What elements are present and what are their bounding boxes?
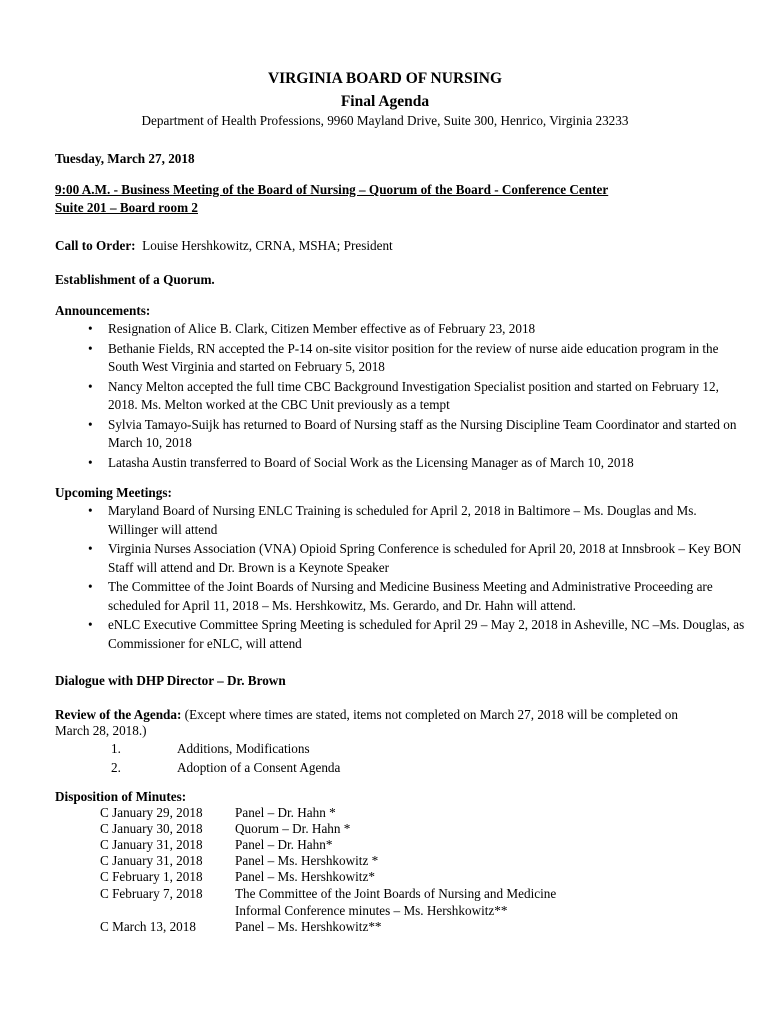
call-to-order	[55, 237, 393, 256]
address-line: Department of Health Professions, 9960 Mayland Drive, Suite 300, Henrico, Virginia 23233	[141, 113, 629, 128]
agenda-title: Final Agenda	[340, 93, 430, 110]
list-item: • Virginia Nurses Association (VNA) Opioid Spring Conference is scheduled for April 20, 2018 at Innsbrook – Key BON Staff will attend and Dr. Brown is a Keynote Speaker	[55, 540, 745, 577]
minutes-date: C January 30, 2018	[100, 821, 203, 836]
quorum-heading: Establishment of a Quorum.	[55, 272, 215, 287]
announcements-list	[55, 320, 745, 473]
minutes-desc: Panel – Ms. Hershkowitz*	[235, 869, 375, 884]
call-to-order-label: Call to Order:	[55, 238, 136, 253]
list-item: • Latasha Austin transferred to Board of Social Work as the Licensing Manager as of March 10, 2018	[55, 454, 745, 473]
list-item: • Sylvia Tamayo-Suijk has returned to Board of Nursing staff as the Nursing Discipline Team Coordinator and started on March 10, 2018	[55, 416, 745, 453]
list-item: • eNLC Executive Committee Spring Meeting is scheduled for April 29 – May 2, 2018 in Asheville, NC –Ms. Douglas, as Commissioner for eNLC, will attend	[55, 616, 745, 653]
dialogue-heading: Dialogue with DHP Director – Dr. Brown	[55, 673, 286, 688]
review-agenda-text: (Except where times are stated, items not completed on March 27, 2018 will be completed on	[184, 707, 678, 722]
minutes-desc: Quorum – Dr. Hahn *	[235, 821, 351, 836]
announcements-heading: Announcements:	[55, 303, 151, 318]
minutes-desc: Panel – Dr. Hahn *	[235, 805, 336, 820]
list-item: • Maryland Board of Nursing ENLC Training is scheduled for April 2, 2018 in Baltimore – Ms. Douglas and Ms. Willinger will attend	[55, 502, 745, 539]
minutes-date: C January 29, 2018	[100, 805, 203, 820]
minutes-desc: Panel – Ms. Hershkowitz *	[235, 853, 379, 868]
minutes-desc: Panel – Dr. Hahn*	[235, 837, 333, 852]
review-agenda-text-cont: March 28, 2018.)	[55, 723, 147, 738]
minutes-date: C March 13, 2018	[100, 919, 196, 934]
minutes-date: C January 31, 2018	[100, 837, 203, 852]
review-agenda	[55, 706, 678, 725]
minutes-date: C February 7, 2018	[100, 886, 203, 901]
review-item-number: 1.	[111, 741, 121, 756]
list-item: • Resignation of Alice B. Clark, Citizen Member effective as of February 23, 2018	[55, 320, 745, 339]
meeting-date: Tuesday, March 27, 2018	[55, 151, 195, 166]
meeting-heading-line-1: 9:00 A.M. - Business Meeting of the Board of Nursing – Quorum of the Board - Conference Center	[55, 182, 609, 197]
review-item-text: Adoption of a Consent Agenda	[177, 760, 341, 775]
list-item: • Bethanie Fields, RN accepted the P-14 on-site visitor position for the review of nurse aide education program in the South West Virginia and started on February 5, 2018	[55, 340, 745, 377]
list-item: • The Committee of the Joint Boards of Nursing and Medicine Business Meeting and Administrative Proceeding are scheduled for April 11, 2018 – Ms. Hershkowitz, Ms. Gerardo, and Dr. Hahn will attend.	[55, 578, 745, 615]
upcoming-meetings-list	[55, 502, 745, 654]
meeting-heading-line-2: Suite 201 – Board room 2	[55, 200, 198, 215]
board-title: VIRGINIA BOARD OF NURSING	[267, 70, 503, 87]
minutes-desc: Informal Conference minutes – Ms. Hershkowitz**	[235, 903, 508, 918]
minutes-date: C January 31, 2018	[100, 853, 203, 868]
review-item-text: Additions, Modifications	[177, 741, 310, 756]
upcoming-meetings-heading: Upcoming Meetings:	[55, 485, 172, 500]
minutes-desc: The Committee of the Joint Boards of Nursing and Medicine	[235, 886, 557, 901]
minutes-heading: Disposition of Minutes:	[55, 789, 187, 804]
list-item: • Nancy Melton accepted the full time CBC Background Investigation Specialist position and started on February 12, 2018. Ms. Melton worked at the CBC Unit previously as a tempt	[55, 378, 745, 415]
review-agenda-label: Review of the Agenda:	[55, 707, 182, 722]
minutes-desc: Panel – Ms. Hershkowitz**	[235, 919, 382, 934]
call-to-order-value: Louise Hershkowitz, CRNA, MSHA; President	[142, 238, 393, 253]
minutes-date: C February 1, 2018	[100, 869, 203, 884]
review-item-number: 2.	[111, 760, 121, 775]
